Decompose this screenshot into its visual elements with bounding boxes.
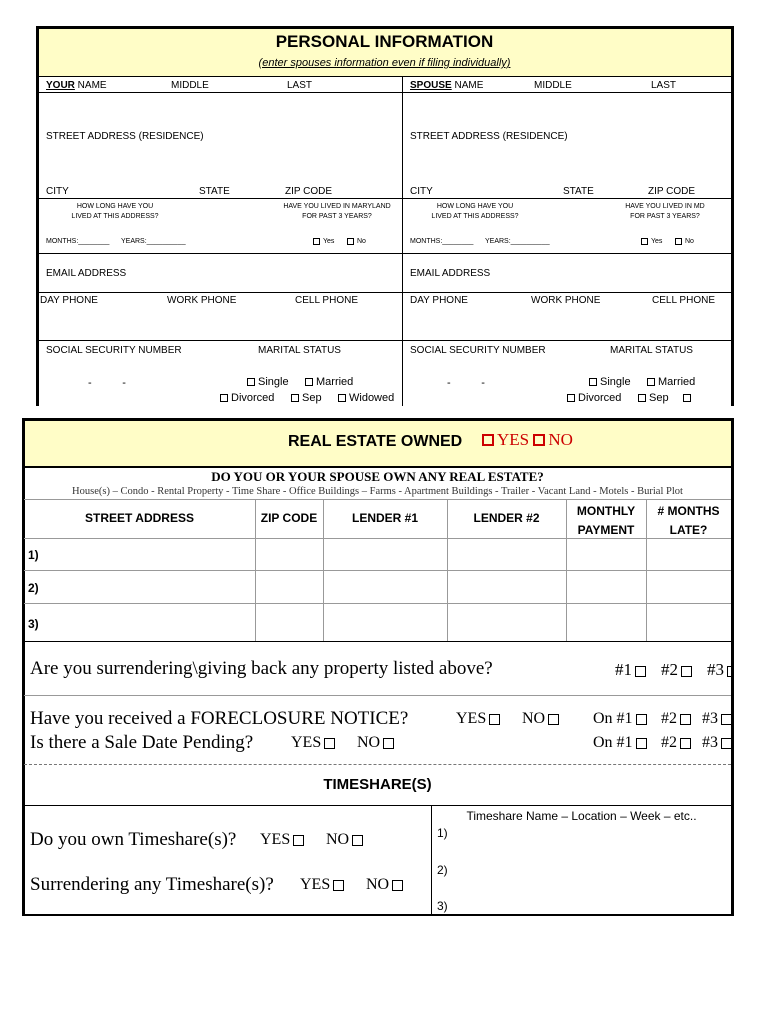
spouse-middle-label: MIDDLE — [534, 80, 572, 91]
timeshare-title: TIMESHARE(S) — [323, 776, 432, 793]
checkbox-icon — [220, 394, 228, 402]
ssn-label: SOCIAL SECURITY NUMBER — [46, 345, 182, 356]
surrender-question: Are you surrendering\giving back any property listed above? — [30, 658, 493, 679]
real-estate-question: DO YOU OR YOUR SPOUSE OWN ANY REAL ESTATE? — [211, 469, 544, 484]
timeshare-row-label: 3) — [437, 899, 448, 913]
checkbox-icon — [567, 394, 575, 402]
checkbox-icon — [636, 738, 647, 749]
checkbox-icon — [392, 880, 403, 891]
checkbox-icon — [635, 666, 646, 677]
foreclosure-yes[interactable]: YES — [456, 710, 503, 728]
checkbox-icon — [333, 880, 344, 891]
col-months-late: # MONTHS LATE? — [657, 504, 720, 537]
checkbox-icon — [727, 666, 731, 677]
checkbox-icon — [683, 394, 691, 402]
checkbox-icon — [638, 394, 646, 402]
sale-yes[interactable]: YES — [291, 734, 338, 752]
day-phone-label: DAY PHONE — [40, 295, 98, 306]
street-field[interactable] — [40, 145, 400, 181]
foreclosure-on-3[interactable]: #3 — [702, 710, 731, 728]
surrender-timeshare-yes[interactable]: YES — [300, 876, 347, 894]
middle-label: MIDDLE — [171, 80, 209, 91]
single-checkbox[interactable]: Single — [247, 376, 289, 388]
col-street-address: STREET ADDRESS — [85, 511, 194, 525]
spouse-last-label: LAST — [651, 80, 677, 91]
table-row[interactable] — [24, 604, 731, 641]
table-row[interactable] — [24, 539, 731, 570]
checkbox-icon — [324, 738, 335, 749]
divider — [38, 253, 731, 254]
border — [22, 418, 734, 421]
spouse-cell-phone-label: CELL PHONE — [652, 295, 715, 306]
timeshare-field-2[interactable] — [450, 858, 730, 888]
page-title: PERSONAL INFORMATION — [275, 32, 494, 51]
own-timeshare-yes[interactable]: YES — [260, 831, 307, 849]
divider — [24, 466, 731, 468]
divider — [24, 499, 731, 500]
spouse-months-field[interactable]: MONTHS:________ — [410, 238, 474, 245]
spouse-email-label: EMAIL ADDRESS — [410, 268, 491, 279]
work-phone-label: WORK PHONE — [167, 295, 237, 306]
years-field[interactable]: YEARS:__________ — [121, 238, 186, 245]
checkbox-icon — [352, 835, 363, 846]
dashed-divider — [24, 764, 731, 765]
spouse-married-checkbox[interactable]: Married — [647, 376, 695, 388]
spouse-street-field[interactable] — [405, 145, 729, 181]
your-name-field[interactable] — [40, 94, 400, 124]
divider — [24, 695, 731, 696]
divorced-checkbox[interactable]: Divorced — [220, 392, 274, 404]
cell-phone-label: CELL PHONE — [295, 295, 358, 306]
real-estate-owned-toggle[interactable]: YES NO — [482, 430, 573, 450]
checkbox-icon — [489, 714, 500, 725]
page-subtitle: (enter spouses information even if filing individually) — [258, 57, 511, 69]
city-label: CITY — [46, 186, 69, 197]
foreclosure-on-1[interactable]: On #1 — [593, 710, 650, 728]
checkbox-icon — [548, 714, 559, 725]
divider — [38, 92, 731, 93]
table-row-label: 3) — [28, 617, 39, 631]
spouse-name-field[interactable] — [405, 94, 729, 124]
spouse-sep-checkbox[interactable]: Sep — [638, 392, 669, 404]
spouse-city-label: CITY — [410, 186, 433, 197]
maryland-yes-checkbox[interactable]: Yes — [313, 237, 334, 247]
foreclosure-on-2[interactable]: #2 — [661, 710, 694, 728]
surrender-option-2[interactable]: #2 — [661, 660, 695, 680]
checkbox-icon — [247, 378, 255, 386]
timeshare-field-1[interactable] — [450, 824, 730, 854]
sale-on-2[interactable]: #2 — [661, 734, 694, 752]
sale-no[interactable]: NO — [357, 734, 397, 752]
spouse-work-phone-label: WORK PHONE — [531, 295, 601, 306]
timeshare-row-label: 1) — [437, 826, 448, 840]
sale-on-1[interactable]: On #1 — [593, 734, 650, 752]
column-divider — [402, 76, 403, 406]
spouse-street-label: STREET ADDRESS (RESIDENCE) — [410, 131, 568, 142]
surrender-timeshare-question: Surrendering any Timeshare(s)? — [30, 874, 274, 895]
checkbox-icon — [338, 394, 346, 402]
checkbox-icon — [589, 378, 597, 386]
checkbox-icon — [680, 738, 691, 749]
marital-label: MARITAL STATUS — [258, 345, 341, 356]
table-row[interactable] — [24, 571, 731, 603]
surrender-option-3-clip — [706, 652, 731, 688]
foreclosure-question: Have you received a FORECLOSURE NOTICE? — [30, 708, 409, 729]
maryland-no-checkbox[interactable]: No — [347, 237, 366, 247]
divider — [38, 292, 731, 293]
spouse-widowed-checkbox[interactable] — [683, 392, 694, 404]
months-field[interactable]: MONTHS:________ — [46, 238, 110, 245]
sep-checkbox[interactable]: Sep — [291, 392, 322, 404]
timeshare-field-3[interactable] — [450, 892, 730, 912]
table-row-label: 1) — [28, 548, 39, 562]
surrender-option-3[interactable]: #3 — [707, 660, 731, 680]
divider — [38, 340, 731, 341]
own-timeshare-question: Do you own Timeshare(s)? — [30, 829, 237, 850]
spouse-single-checkbox[interactable]: Single — [589, 376, 631, 388]
maryland-label: HAVE YOU LIVED IN MARYLAND FOR PAST 3 YEARS? — [283, 203, 391, 220]
checkbox-icon — [721, 714, 731, 725]
checkbox-icon — [347, 238, 354, 245]
divider — [38, 76, 731, 77]
checkbox-icon — [636, 714, 647, 725]
widowed-checkbox[interactable]: Widowed — [338, 392, 394, 404]
spouse-state-label: STATE — [563, 186, 594, 197]
sale-on-3[interactable]: #3 — [702, 734, 731, 752]
spouse-name-label: SPOUSE NAME — [410, 80, 484, 91]
spouse-zip-label: ZIP CODE — [648, 186, 696, 197]
married-checkbox[interactable]: Married — [305, 376, 353, 388]
border — [731, 26, 734, 406]
md-no-checkbox[interactable]: No — [675, 237, 694, 247]
sale-date-question: Is there a Sale Date Pending? — [30, 732, 254, 753]
border — [731, 418, 734, 916]
col-zip-code: ZIP CODE — [260, 511, 318, 525]
zip-label: ZIP CODE — [285, 186, 333, 197]
last-label: LAST — [287, 80, 313, 91]
surrender-option-1[interactable]: #1 — [615, 660, 649, 680]
checkbox-icon — [313, 238, 320, 245]
your-name-label: YOUR NAME — [46, 80, 107, 91]
checkbox-icon — [291, 394, 299, 402]
checkbox-icon — [680, 714, 691, 725]
spouse-divorced-checkbox[interactable]: Divorced — [567, 392, 621, 404]
checkbox-icon — [533, 434, 545, 446]
md-yes-checkbox[interactable]: Yes — [641, 237, 662, 247]
table-row-label: 2) — [28, 581, 39, 595]
checkbox-icon — [641, 238, 648, 245]
checkbox-icon — [305, 378, 313, 386]
border — [37, 26, 734, 29]
divider — [24, 641, 731, 642]
checkbox-icon — [383, 738, 394, 749]
how-long-label: HOW LONG HAVE YOU LIVED AT THIS ADDRESS? — [71, 203, 159, 220]
checkbox-icon — [721, 738, 731, 749]
ssn-field[interactable]: - - — [88, 377, 126, 389]
own-timeshare-no[interactable]: NO — [326, 831, 366, 849]
email-label: EMAIL ADDRESS — [46, 268, 127, 279]
property-types: House(s) – Condo - Rental Property - Time Share - Office Buildings – Farms - Apartment Buildings - Trailer - Vacant Land - Motels - Burial Plot — [72, 486, 683, 497]
on-3-clip — [700, 706, 731, 754]
spouse-day-phone-label: DAY PHONE — [410, 295, 468, 306]
checkbox-icon — [647, 378, 655, 386]
col-lender-1: LENDER #1 — [351, 511, 419, 525]
md-label: HAVE YOU LIVED IN MD FOR PAST 3 YEARS? — [625, 203, 705, 220]
spouse-marital-label: MARITAL STATUS — [610, 345, 693, 356]
checkbox-icon — [293, 835, 304, 846]
checkbox-icon — [482, 434, 494, 446]
state-label: STATE — [199, 186, 230, 197]
spouse-years-field[interactable]: YEARS:__________ — [485, 238, 550, 245]
border — [22, 914, 734, 916]
divider — [24, 805, 731, 806]
timeshare-row-label: 2) — [437, 863, 448, 877]
spouse-ssn-field[interactable]: - - — [447, 377, 485, 389]
surrender-timeshare-no[interactable]: NO — [366, 876, 406, 894]
checkbox-icon — [681, 666, 692, 677]
spouse-how-long-label: HOW LONG HAVE YOU LIVED AT THIS ADDRESS? — [431, 203, 519, 220]
street-label: STREET ADDRESS (RESIDENCE) — [46, 131, 204, 142]
col-lender-2: LENDER #2 — [473, 511, 540, 525]
real-estate-title: REAL ESTATE OWNED — [288, 433, 463, 450]
checkbox-icon — [675, 238, 682, 245]
border — [36, 26, 39, 406]
col-monthly-payment: MONTHLY PAYMENT — [576, 504, 636, 537]
spouse-ssn-label: SOCIAL SECURITY NUMBER — [410, 345, 546, 356]
timeshare-header: Timeshare Name – Location – Week – etc.. — [466, 809, 697, 823]
foreclosure-no[interactable]: NO — [522, 710, 562, 728]
divider — [38, 198, 731, 199]
